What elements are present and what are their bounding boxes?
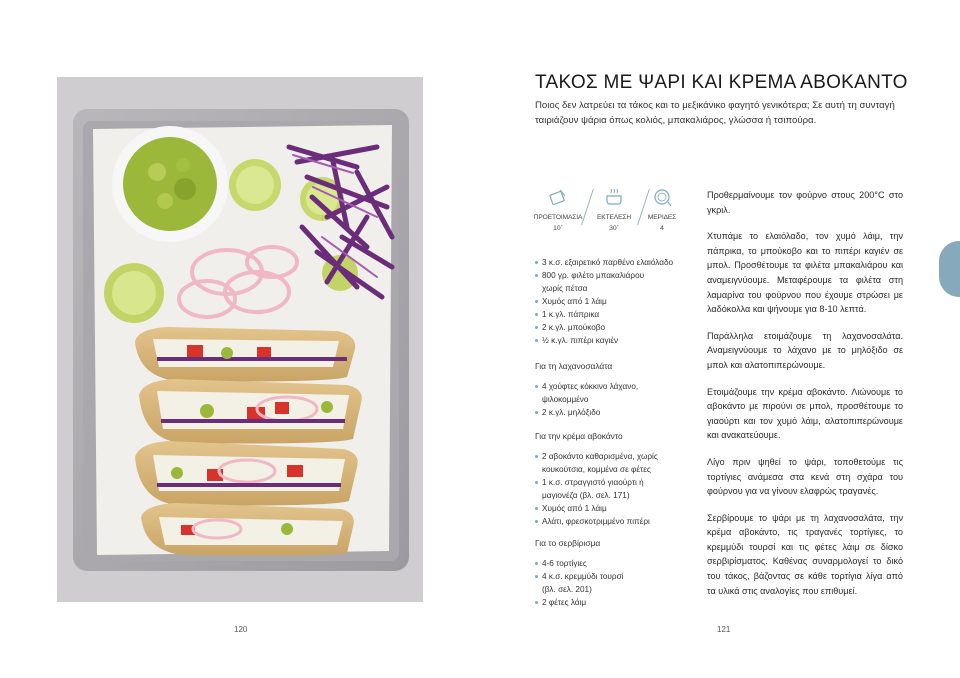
servings: ΜΕΡΙΔΕΣ 4 (635, 186, 689, 232)
ingredient-item: 2 αβοκάντο καθαρισμένα, χωρίς (535, 450, 700, 463)
section-heading: Για τη λαχανοσαλάτα (535, 361, 613, 371)
recipe-photo (57, 77, 423, 602)
ingredient-item-cont: κουκούτσια, κομμένα σε φέτες (542, 465, 651, 474)
method-paragraph: Προθερμαίνουμε τον φούρνο στους 200°C στο γκριλ. (707, 190, 903, 215)
ingredient-item: 2 κ.γλ. μπούκοβο (535, 321, 700, 334)
recipe-title: ΤΑΚΟΣ ΜΕ ΨΑΡΙ ΚΑΙ ΚΡΕΜΑ ΑΒΟΚΑΝΤΟ (535, 72, 908, 93)
taco (135, 441, 358, 506)
ingredients-main (535, 256, 700, 347)
page-number-right: 121 (717, 625, 731, 634)
ingredient-item: 1 κ.γλ. πάπρικα (535, 308, 700, 321)
taco (139, 379, 362, 444)
ingredient-item: Χυμός από 1 λάιμ (535, 502, 700, 515)
method-steps (707, 188, 903, 610)
prep-time: ΠΡΟΕΤΟΙΜΑΣΙΑ 10΄ (531, 186, 585, 232)
ingredient-item: 1 κ.σ. στραγγιστό γιαούρτι ή (535, 476, 700, 489)
ingredients-salad (535, 360, 700, 419)
cooking-pot-icon (587, 186, 641, 208)
method-paragraph: Λίγο πριν ψηθεί το ψάρι, τοποθετούμε τις τορτίγιες ανάμεσα στα κενά στη σχάρα του φούρνου για να γίνουν ελαφρώς τραγανές. (707, 456, 903, 497)
ingredient-item: 800 γρ. φιλέτο μπακαλιάρου (535, 269, 700, 282)
section-heading: Για το σερβίρισμα (535, 538, 601, 548)
section-heading: Για την κρέμα αβοκάντο (535, 431, 623, 441)
recipe-intro: Ποιος δεν λατρεύει τα τάκος και το μεξικάνικο φαγητό γενικότερα; Σε αυτή τη συνταγή ταιριάζουν ψάρια όπως κολιός, μπακαλιάρος, γλώσσα ή τσιπούρα. (535, 100, 895, 126)
cook-time: ΕΚΤΕΛΕΣΗ 30΄ (587, 186, 641, 232)
ingredient-item: Χυμός από 1 λάιμ (535, 295, 700, 308)
ingredient-item: Αλάτι, φρεσκοτριμμένο πιπέρι (535, 515, 700, 528)
ingredient-item-cont: (βλ. σελ. 201) (542, 585, 592, 594)
ingredient-item: 4-6 τορτίγιες (535, 557, 700, 570)
ingredient-item: 2 κ.γλ. μηλόξιδο (535, 406, 700, 419)
method-paragraph: Παράλληλα ετοιμάζουμε τη λαχανοσαλάτα. Αναμειγνύουμε το λάχανο με το μηλόξιδο σε μπολ και αλατοπιπερώνουμε. (707, 330, 903, 370)
method-paragraph: Ετοιμάζουμε την κρέμα αβοκάντο. Λιώνουμε το αβοκάντο με πιρούνι σε μπολ, προσθέτουμε το γιαούρτι και τον χυμό λάιμ, αλατοπιπερώνουμε και ανακατεύουμε. (707, 386, 903, 441)
fish-tacos-illustration (57, 77, 423, 602)
ingredient-item: ½ κ.γλ. πιπέρι καγιέν (535, 334, 700, 347)
page-number-left: 120 (234, 625, 248, 634)
ingredient-item: 2 φέτες λάιμ (535, 596, 700, 609)
ingredient-item-cont: μαγιονέζα (βλ. σελ. 171) (542, 491, 630, 500)
ingredients-serve (535, 537, 700, 609)
ingredient-item: 4 κ.σ. κρεμμύδι τουρσί (535, 570, 700, 583)
taco (141, 503, 354, 556)
method-paragraph: Χτυπάμε το ελαιόλαδο, τον χυμό λάιμ, την πάπρικα, το μπούκοβο και το πιπέρι καγιέν σε μπολ. Προσθέτουμε τα φιλέτα μπακαλιάρου και αναμειγνύουμε. Μεταφέρουμε τα φιλέτα στη λαμαρίνα του φούρνου που έχουμε στρώσει με λαδόκολλα και ψήνουμε για 8-10 λεπτά. (707, 231, 903, 315)
method-paragraph: Σερβίρουμε το ψάρι με τη λαχανοσαλάτα, την κρέμα αβοκάντο, τις τραγανές τορτίγιες, το κρεμμύδι τουρσί και τις φέτες λάιμ σε δίσκο σερβιρίσματος. Καθένας συναρμολογεί το δικό του τάκος, βάζοντας σε κάθε τορτίγια λίγα από τα υλικά στις αναλογίες που επιθυμεί. (707, 512, 903, 596)
ingredient-item-cont: ψιλοκομμένο (542, 395, 589, 404)
ingredient-item: 3 κ.σ. εξαιρετικό παρθένο ελαιόλαδο (535, 256, 700, 269)
ingredient-item: 4 χούφτες κόκκινο λάχανο, (535, 380, 700, 393)
ingredients-cream (535, 430, 700, 528)
recipe-meta (535, 186, 685, 240)
chapter-tab (939, 241, 960, 297)
taco (135, 327, 355, 382)
knife-board-icon (531, 186, 585, 208)
ingredient-item-cont: χωρίς πέτσα (542, 284, 588, 293)
plate-icon (635, 186, 689, 208)
